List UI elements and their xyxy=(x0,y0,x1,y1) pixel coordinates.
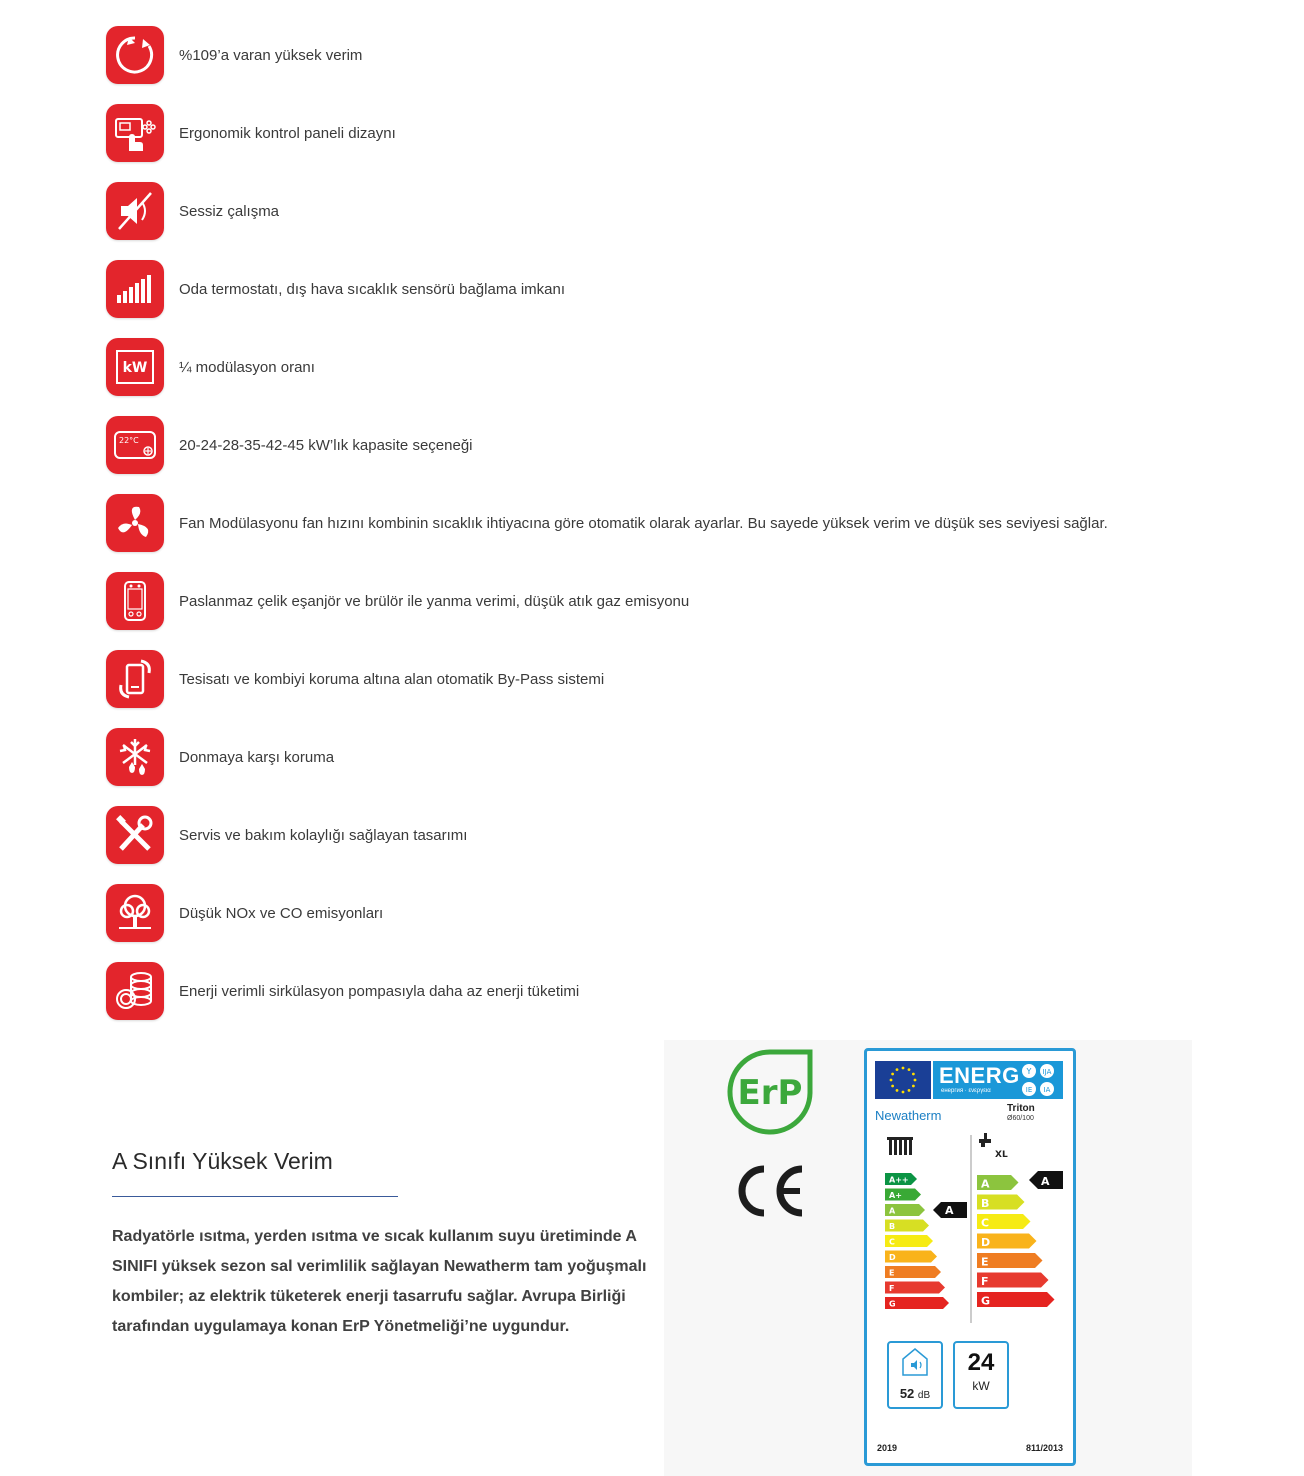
title-divider xyxy=(112,1196,398,1197)
eu-star xyxy=(908,1089,911,1092)
water-class-label: F xyxy=(981,1275,989,1288)
heating-class-label: A xyxy=(889,1206,896,1216)
label-model: Triton xyxy=(1007,1103,1035,1114)
efficiency-icon xyxy=(106,26,164,84)
eu-star xyxy=(902,1067,905,1070)
heating-class-label: G xyxy=(889,1299,896,1309)
signal-bars-icon xyxy=(106,260,164,318)
svg-text:kW: kW xyxy=(122,360,148,376)
feature-item xyxy=(106,182,1108,240)
water-profile: XL xyxy=(995,1150,1008,1160)
pump-icon xyxy=(106,962,164,1020)
water-rating-marker-label: A xyxy=(1041,1175,1050,1188)
sound-level-box xyxy=(887,1341,943,1409)
energy-header xyxy=(933,1061,1063,1099)
heating-class-label: A+ xyxy=(889,1191,902,1200)
water-classes xyxy=(977,1171,1063,1308)
heating-class-label: C xyxy=(889,1237,895,1247)
eu-star xyxy=(912,1073,915,1076)
water-class-label: A xyxy=(981,1177,990,1191)
power-box xyxy=(953,1341,1009,1409)
tap-icon xyxy=(979,1133,1008,1160)
svg-text:IJA: IJA xyxy=(1042,1068,1052,1076)
heating-class-label: A++ xyxy=(889,1175,909,1185)
feature-item xyxy=(106,416,1108,474)
eu-star xyxy=(912,1085,915,1088)
feature-item xyxy=(106,728,1108,786)
feature-text: Düşük NOx ve CO emisyonları xyxy=(179,904,384,922)
feature-item xyxy=(106,338,1108,396)
eu-star xyxy=(908,1068,911,1071)
section-title: A Sınıfı Yüksek Verim xyxy=(112,1148,333,1174)
mute-speaker-icon xyxy=(106,182,164,240)
eu-star xyxy=(891,1073,894,1076)
eu-star xyxy=(891,1085,894,1088)
feature-item xyxy=(106,260,1108,318)
feature-text: Fan Modülasyonu fan hızını kombinin sıcaklık ihtiyacına göre otomatik olarak ayarlar. Bu sayede yüksek verim ve düşük ses seviyesi sağlar. xyxy=(179,514,1108,532)
feature-list xyxy=(106,26,1108,1040)
heat-exchanger-icon xyxy=(106,572,164,630)
eu-star xyxy=(914,1079,917,1082)
feature-item xyxy=(106,572,1108,630)
thermostat-display-icon xyxy=(106,416,164,474)
energy-label xyxy=(864,1048,1076,1466)
label-brand: Newatherm xyxy=(875,1108,942,1123)
sound-value: 52 dB xyxy=(899,1386,931,1401)
feature-item xyxy=(106,650,1108,708)
feature-text: Paslanmaz çelik eşanjör ve brülör ile yanma verimi, düşük atık gaz emisyonu xyxy=(179,592,690,610)
bypass-icon xyxy=(106,650,164,708)
eu-star xyxy=(896,1068,899,1071)
section-description: Radyatörle ısıtma, yerden ısıtma ve sıcak kullanım suyu üretiminde A SINIFI yüksek sezon sal verimlilik sağlayan Newatherm tam yoğuşmalı kombiler; az elektrik tüketerek enerji tasarrufu sağlar. Avrupa Birliği tarafından uygulamaya konan ErP Yönetmeliği’ne uygundur. xyxy=(112,1228,647,1335)
svg-text:IE: IE xyxy=(1025,1086,1033,1094)
feature-text: Donmaya karşı koruma xyxy=(179,748,335,766)
erp-logo xyxy=(726,1048,816,1143)
svg-text:Y: Y xyxy=(1026,1067,1032,1076)
fan-icon xyxy=(106,494,164,552)
feature-item xyxy=(106,806,1108,864)
feature-item xyxy=(106,104,1108,162)
feature-text: Oda termostatı, dış hava sıcaklık sensörü bağlama imkanı xyxy=(179,280,566,298)
heating-rating-marker-label: A xyxy=(945,1204,954,1217)
radiator-icon xyxy=(887,1137,913,1155)
svg-text:IA: IA xyxy=(1043,1086,1051,1094)
energy-header-sub: енергия · ενεργεια xyxy=(941,1088,991,1094)
feature-text: %109’a varan yüksek verim xyxy=(179,46,363,64)
power-unit: kW xyxy=(972,1379,990,1393)
water-class-label: E xyxy=(981,1255,989,1269)
eu-flag-icon xyxy=(875,1061,931,1099)
label-model-sub: Ø60/100 xyxy=(1007,1115,1034,1122)
eu-star xyxy=(896,1089,899,1092)
feature-text: 20-24-28-35-42-45 kW’lık kapasite seçeneği xyxy=(179,436,473,454)
eu-star xyxy=(902,1091,905,1094)
tools-icon xyxy=(106,806,164,864)
label-year: 2019 xyxy=(877,1443,898,1453)
feature-item xyxy=(106,884,1108,942)
tree-icon xyxy=(106,884,164,942)
feature-text: Ergonomik kontrol paneli dizaynı xyxy=(179,124,396,142)
sound-icon xyxy=(889,1343,941,1379)
feature-text: ¼ modülasyon oranı xyxy=(179,358,315,376)
feature-item xyxy=(106,962,1108,1020)
feature-item xyxy=(106,26,1108,84)
feature-text: Enerji verimli sirkülasyon pompasıyla daha az enerji tüketimi xyxy=(179,982,580,1000)
feature-item xyxy=(106,494,1108,552)
energy-class-scales xyxy=(867,1123,1073,1333)
ce-mark xyxy=(734,1163,806,1224)
heating-classes xyxy=(885,1173,967,1309)
snowflake-icon xyxy=(106,728,164,786)
heating-class-label: F xyxy=(889,1284,895,1293)
power-value: 24 xyxy=(967,1349,995,1376)
label-header xyxy=(875,1061,1063,1099)
erp-text: ErP xyxy=(737,1073,803,1113)
heating-class-label: E xyxy=(889,1268,895,1278)
water-class-label: C xyxy=(981,1216,990,1230)
feature-text: Tesisatı ve kombiyi koruma altına alan otomatik By-Pass sistemi xyxy=(179,670,605,688)
heating-class-label: B xyxy=(889,1222,896,1231)
heating-class-label: D xyxy=(889,1253,896,1262)
kw-icon xyxy=(106,338,164,396)
label-regulation: 811/2013 xyxy=(1025,1443,1063,1453)
feature-text: Servis ve bakım kolaylığı sağlayan tasarımı xyxy=(179,826,468,844)
water-class-label: D xyxy=(981,1236,991,1249)
svg-text:22°C: 22°C xyxy=(119,436,139,445)
eu-star xyxy=(890,1079,893,1082)
feature-text: Sessiz çalışma xyxy=(179,202,280,220)
energy-header-word: ENERG xyxy=(939,1063,1020,1088)
sound-unit: dB xyxy=(917,1390,931,1401)
water-class-label: B xyxy=(981,1197,990,1210)
control-panel-icon xyxy=(106,104,164,162)
water-class-label: G xyxy=(981,1294,991,1308)
